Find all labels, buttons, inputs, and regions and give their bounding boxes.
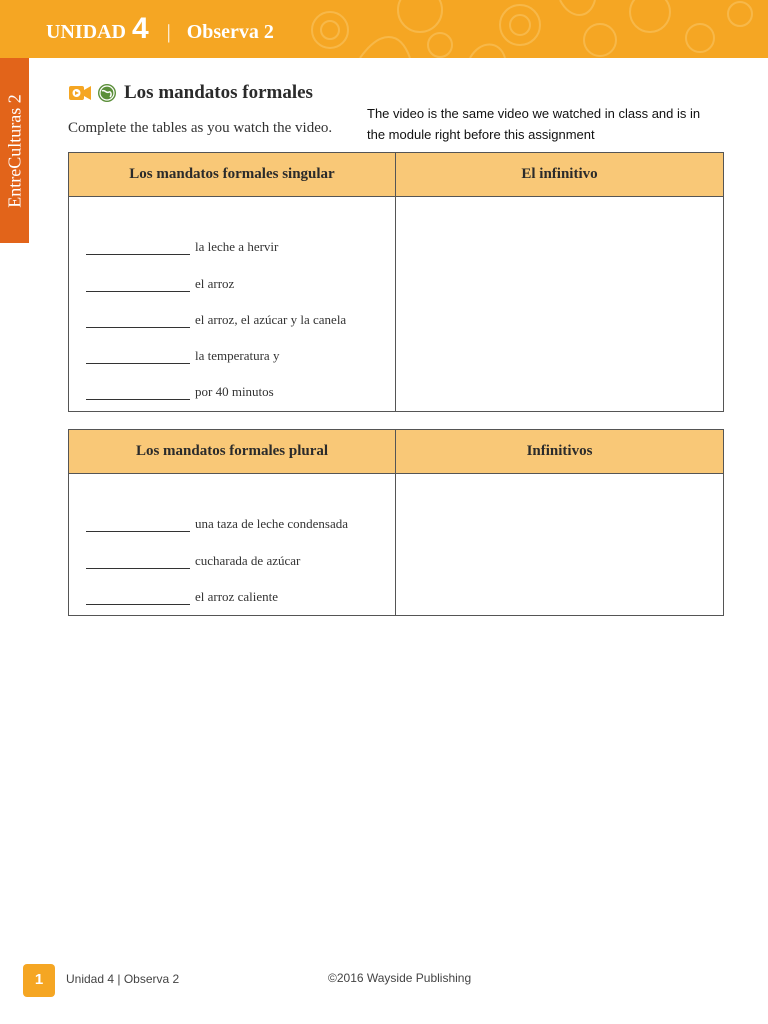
- answer-blank[interactable]: [86, 313, 190, 328]
- phrase-text: el arroz: [195, 275, 235, 291]
- phrase-text: una taza de leche condensada: [195, 516, 349, 532]
- phrase-text: la leche a hervir: [195, 239, 279, 255]
- answer-blank[interactable]: [86, 590, 190, 605]
- singular-table: [68, 152, 724, 412]
- phrase-text: el arroz caliente: [195, 588, 278, 604]
- infinitive-answer-cell[interactable]: [396, 197, 724, 412]
- table-header-plural: Los mandatos formales plural: [69, 430, 396, 474]
- teacher-note: The video is the same video we watched in class and is in the module right before this assignment: [367, 106, 701, 142]
- phrase-text: la temperatura y: [195, 348, 280, 364]
- table-header-singular: Los mandatos formales singular: [69, 153, 396, 197]
- activity-heading: [68, 82, 313, 104]
- footer-unit-label: Unidad 4 | Observa 2: [66, 972, 180, 986]
- globe-icon: [97, 83, 117, 103]
- fill-in-row: [69, 219, 395, 255]
- instructions-text: Complete the tables as you watch the video.: [68, 120, 333, 136]
- video-camera-icon: [68, 83, 92, 103]
- sidebar-tab: [0, 58, 29, 243]
- answer-blank[interactable]: [86, 240, 190, 255]
- fill-in-row: [69, 569, 395, 605]
- fill-in-row: [69, 292, 395, 328]
- fill-in-row: [69, 532, 395, 568]
- fill-in-row: [69, 364, 395, 400]
- header-separator: |: [166, 21, 171, 43]
- answer-blank[interactable]: [86, 554, 190, 569]
- infinitives-answer-cell[interactable]: [396, 474, 724, 616]
- series-title: EntreCulturas 2: [4, 93, 24, 208]
- plural-commands-cell: [69, 474, 396, 616]
- fill-in-row: [69, 496, 395, 532]
- answer-blank[interactable]: [86, 349, 190, 364]
- fill-in-row: [69, 328, 395, 364]
- phrase-text: el arroz, el azúcar y la canela: [195, 311, 347, 327]
- page-number: 1: [23, 964, 55, 997]
- header-title: [46, 12, 274, 48]
- table-header-infinitive: El infinitivo: [396, 153, 724, 197]
- phrase-text: por 40 minutos: [195, 384, 274, 400]
- fill-in-row: [69, 255, 395, 291]
- singular-commands-cell: [69, 197, 396, 412]
- answer-blank[interactable]: [86, 277, 190, 292]
- plural-table: [68, 429, 724, 616]
- answer-blank[interactable]: [86, 385, 190, 400]
- section-title: Observa 2: [186, 21, 274, 43]
- unit-number: 4: [132, 12, 149, 45]
- table-header-infinitives: Infinitivos: [396, 430, 724, 474]
- footer-copyright: ©2016 Wayside Publishing: [328, 971, 472, 985]
- header-bar: [0, 0, 768, 58]
- answer-blank[interactable]: [86, 517, 190, 532]
- activity-title: Los mandatos formales: [124, 82, 313, 103]
- unit-label: UNIDAD: [46, 21, 126, 43]
- phrase-text: cucharada de azúcar: [195, 552, 301, 568]
